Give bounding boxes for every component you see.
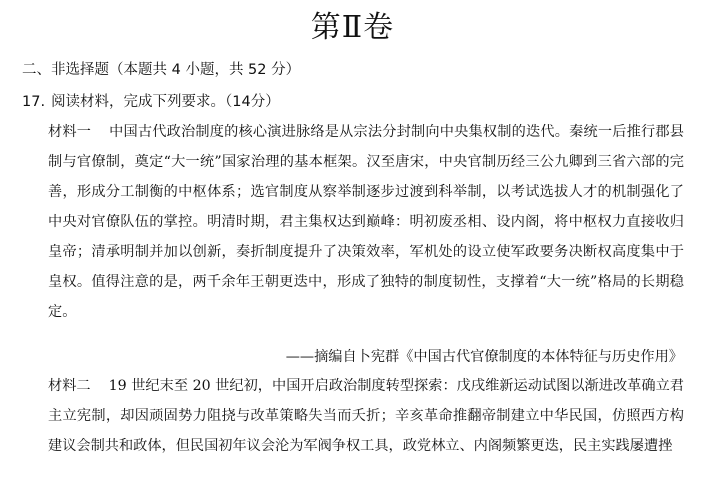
material-two-label: 材料二 xyxy=(48,378,91,394)
material-two-text: 19 世纪末至 20 世纪初，中国开启政治制度转型探索：戊戌维新运动试图以渐进改革确立君主立宪制，却因顽固势力阻挠与改革策略失当而夭折；辛亥革命推翻帝制建立中华民国，仿照西方构建议会制共和政体，但民国初年议会沦为军阀争权工具，政党林立、内阁频繁更迭，民主实践屡遭挫 xyxy=(48,378,684,454)
question-prompt: 阅读材料，完成下列要求。（14分） xyxy=(51,94,280,110)
page-title: 第Ⅱ卷 xyxy=(310,10,395,45)
question-number: 17. xyxy=(22,94,46,110)
material-one-source: ——摘编自卜宪群《中国古代官僚制度的本体特征与历史作用》 xyxy=(285,349,683,365)
material-one xyxy=(48,117,684,327)
material-two xyxy=(48,371,684,493)
material-one-text: 中国古代政治制度的核心演进脉络是从宗法分封制向中央集权制的迭代。秦统一后推行郡县制与官僚制，奠定“大一统”国家治理的基本框架。汉至唐宋，中央官制历经三公九卿到三省六部的完善，形成分工制衡的中枢体系；选官制度从察举制逐步过渡到科举制，以考试选拔人才的机制强化了中央对官僚队伍的掌控。明清时期，君主集权达到巅峰：明初废丞相、设内阁，将中枢权力直接收归皇帝；清承明制并加以创新，奏折制度提升了决策效率，军机处的设立使军政要务决断权高度集中于皇权。值得注意的是，两千余年王朝更迭中，形成了独特的制度韧性，支撑着“大一统”格局的长期稳定。 xyxy=(48,124,684,320)
question-17 xyxy=(22,91,280,113)
material-one-label: 材料一 xyxy=(48,124,92,140)
section-heading: 二、非选择题（本题共 4 小题，共 52 分） xyxy=(22,62,301,78)
